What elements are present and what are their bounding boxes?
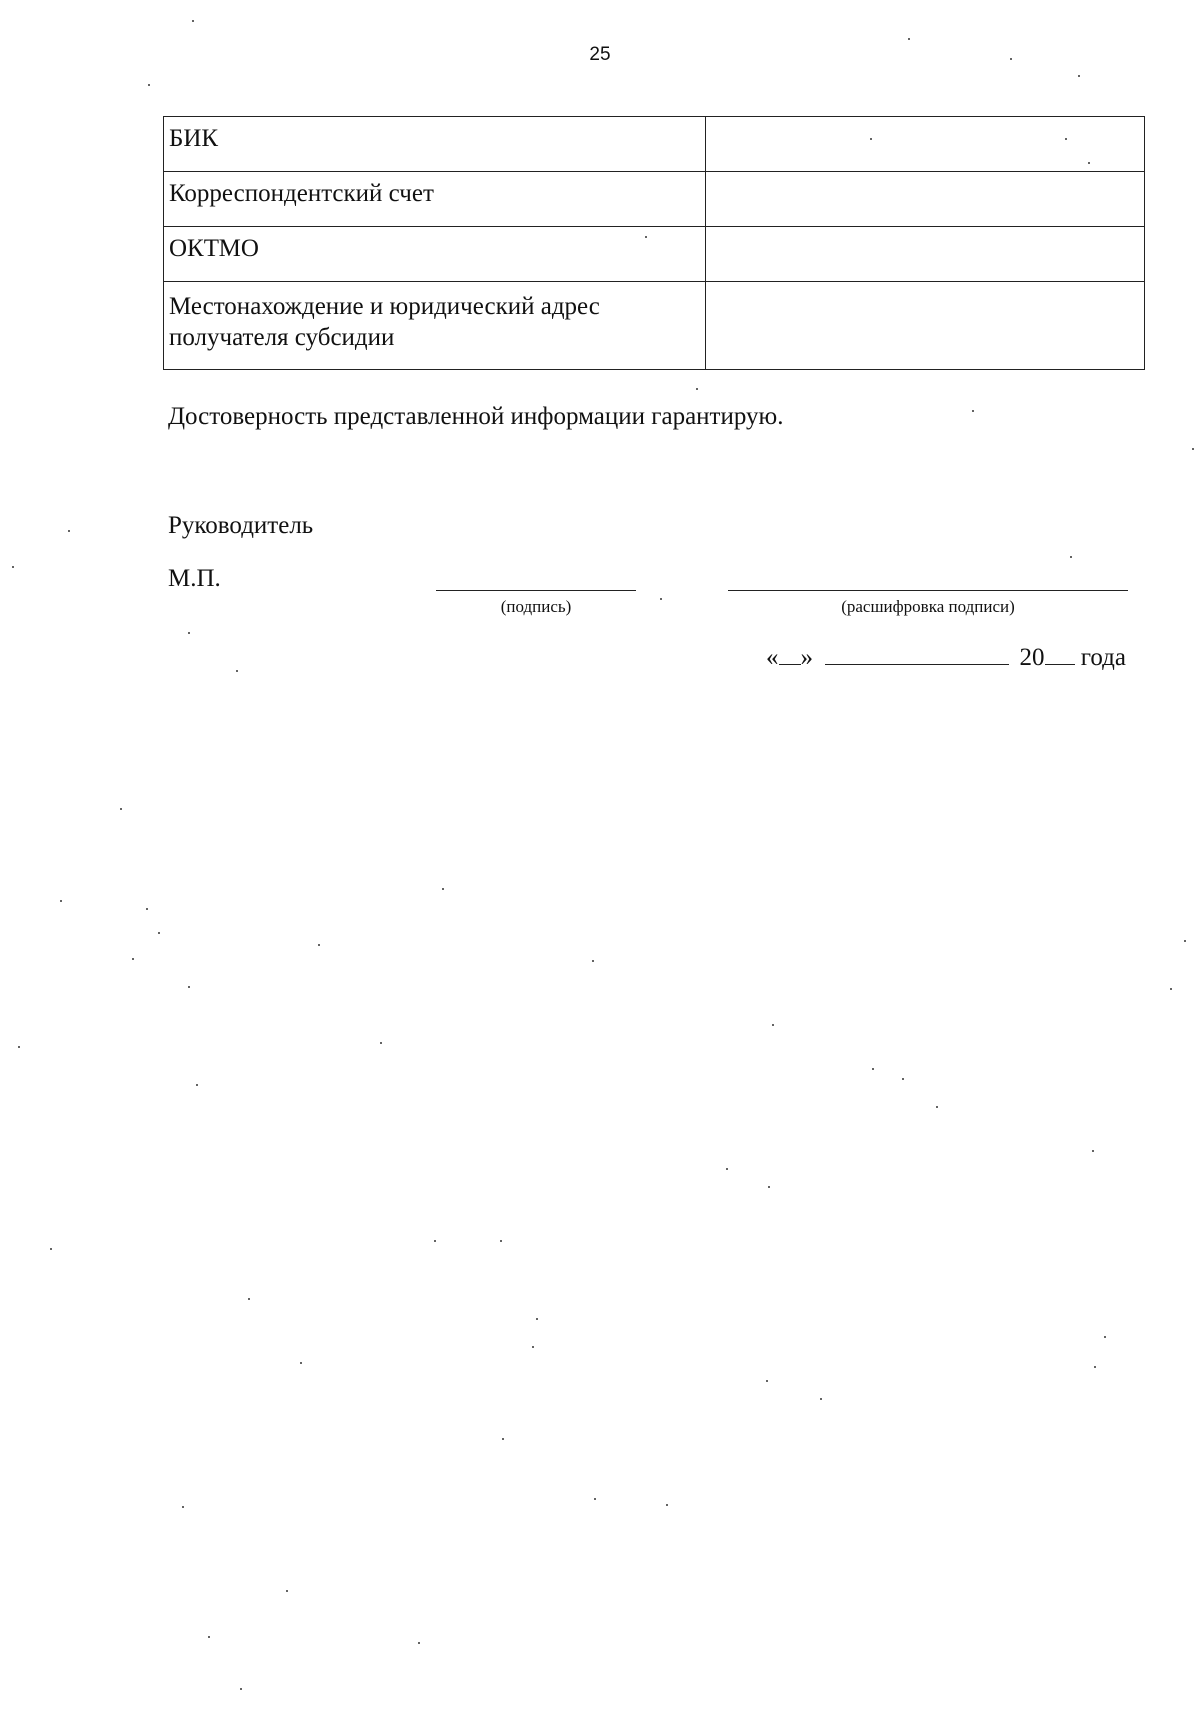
correspondent-account-value [706,172,1145,227]
manager-title: Руководитель [168,512,314,539]
year-suffix: года [1080,644,1126,671]
date-open-quote: « [766,644,779,671]
page-number: 25 [589,44,611,65]
date-close-quote: » [800,644,813,671]
bik-value [706,117,1145,172]
decoding-line [728,590,1128,591]
table-row [164,282,1145,370]
oktmo-label: ОКТМО [164,227,706,282]
address-label: Местонахождение и юридический адрес получателя субсидии [164,282,706,370]
stamp-label: М.П. [168,565,221,592]
year-blank [1045,644,1075,665]
oktmo-value [706,227,1145,282]
table-row [164,172,1145,227]
signature-caption: (подпись) [500,597,572,616]
table-row [164,117,1145,172]
date-line [766,644,1126,672]
confirmation-statement: Достоверность представленной информации гарантирую. [168,403,784,430]
signature-line [436,590,636,591]
decoding-caption: (расшифровка подписи) [841,597,1015,616]
address-value [706,282,1145,370]
month-blank [825,644,1009,665]
bik-label: БИК [164,117,706,172]
year-prefix: 20 [1019,644,1045,671]
correspondent-account-label: Корреспондентский счет [164,172,706,227]
details-table [163,116,1145,370]
table-row [164,227,1145,282]
day-blank [779,644,801,665]
